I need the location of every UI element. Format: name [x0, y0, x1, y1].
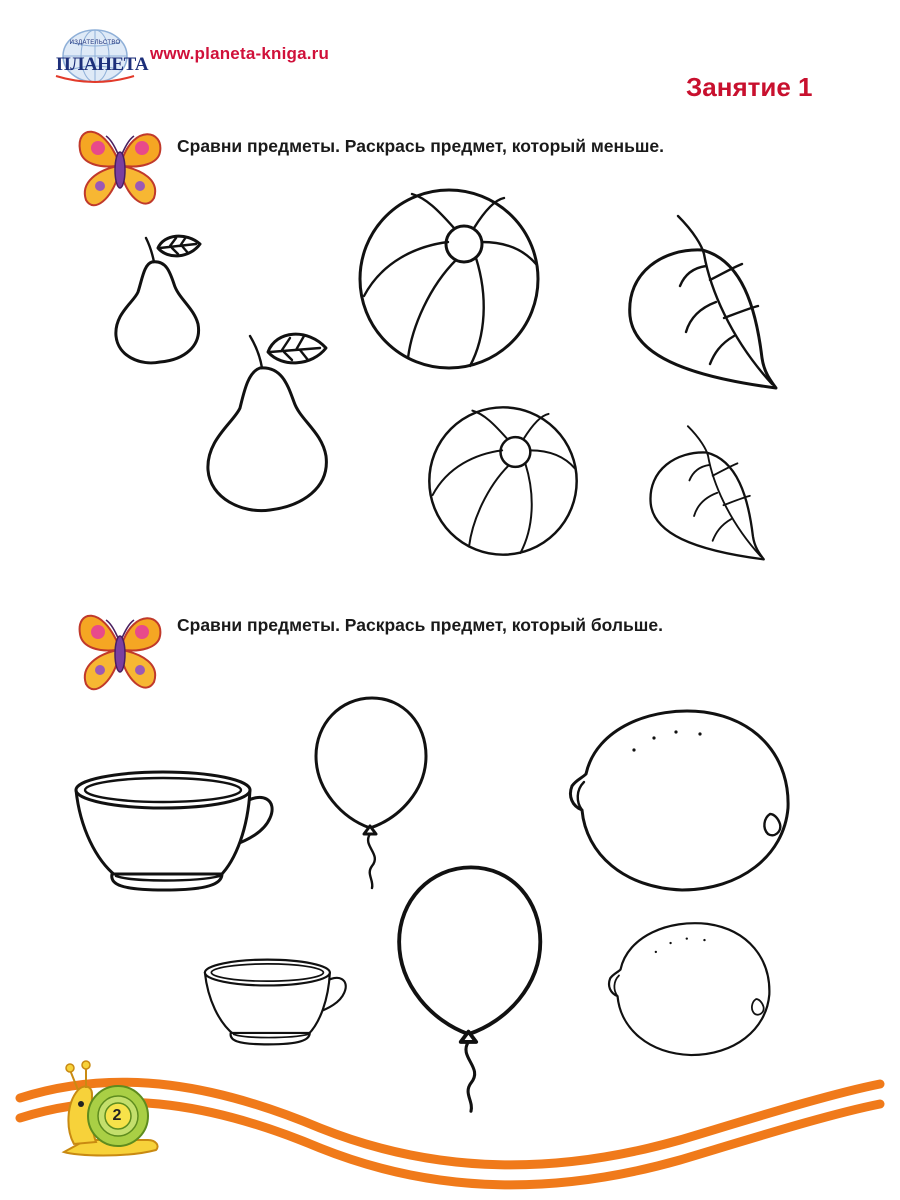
logo-text: ПЛАНЕТА: [56, 54, 149, 75]
ball-large-picture[interactable]: [356, 186, 542, 372]
lemon-small-picture[interactable]: [604, 918, 774, 1058]
site-url-link[interactable]: www.planeta-kniga.ru: [150, 44, 330, 63]
lemon-large-picture[interactable]: [564, 704, 794, 894]
publisher-logo: [50, 26, 149, 88]
lesson-title: Занятие 1: [686, 72, 813, 102]
ball-small-picture[interactable]: [426, 404, 580, 558]
task-2-instruction: Сравни предметы. Раскрась предмет, который больше.: [177, 615, 663, 635]
task-1-instruction: Сравни предметы. Раскрась предмет, который меньше.: [177, 136, 665, 156]
page-number: 2: [112, 1107, 122, 1124]
pear-large-picture[interactable]: [198, 326, 338, 516]
pear-small-picture[interactable]: [108, 228, 208, 368]
cup-small-picture[interactable]: [202, 956, 350, 1048]
butterfly-icon: [72, 600, 168, 698]
leaf-small-picture[interactable]: [646, 420, 770, 564]
cup-large-picture[interactable]: [72, 768, 278, 894]
butterfly-icon: [72, 116, 168, 214]
logo-arc-text: ИЗДАТЕЛЬСТВО: [69, 40, 121, 46]
leaf-large-picture[interactable]: [624, 208, 784, 394]
